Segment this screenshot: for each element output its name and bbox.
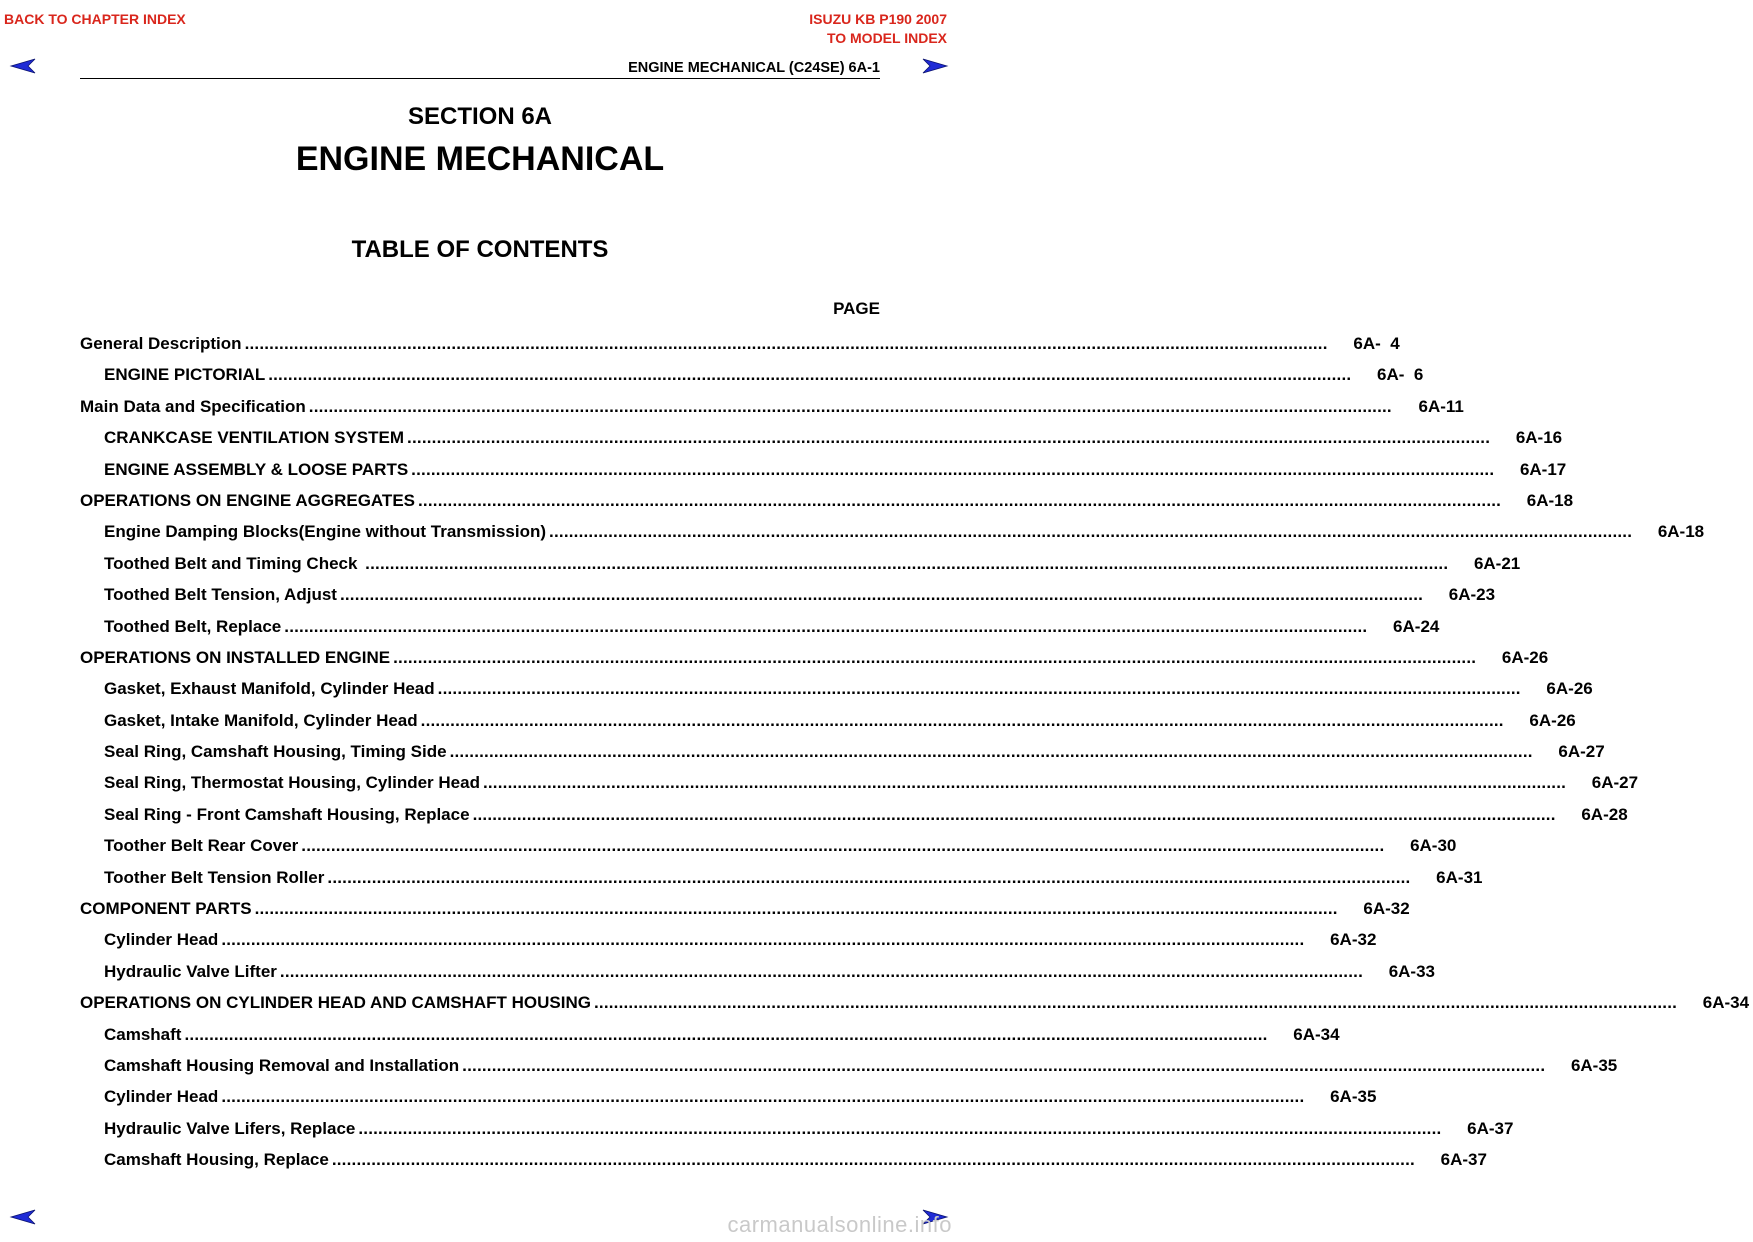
toc-entry-page: 6A-24 bbox=[1393, 616, 1440, 636]
page-column-label: PAGE bbox=[833, 299, 880, 318]
toc-entry-title: COMPONENT PARTS bbox=[80, 899, 252, 919]
toc-entry-page: 6A-28 bbox=[1581, 804, 1628, 824]
toc-entry[interactable] bbox=[80, 1144, 1487, 1175]
toc-dot-leader: ............................................................................................................................................................................................................................ bbox=[420, 710, 1504, 730]
watermark: carmanualsonline.info bbox=[727, 1212, 952, 1237]
toc-entry-title: OPERATIONS ON CYLINDER HEAD AND CAMSHAFT HOUSING bbox=[80, 993, 591, 1013]
left-arrow-icon bbox=[10, 57, 36, 75]
toc-heading: TABLE OF CONTENTS bbox=[351, 236, 609, 263]
toc-entry-title: Engine Damping Blocks(Engine without Transmission) bbox=[104, 522, 547, 542]
toc-entry[interactable] bbox=[80, 956, 1435, 987]
to-model-index-link[interactable]: TO MODEL INDEX bbox=[826, 30, 947, 46]
toc-dot-leader: ............................................................................................................................................................................................................................ bbox=[437, 679, 1521, 699]
next-page-button[interactable] bbox=[922, 57, 948, 75]
toc-entry-page: 6A-34 bbox=[1702, 993, 1750, 1013]
toc-entry-title: Gasket, Exhaust Manifold, Cylinder Head bbox=[104, 679, 435, 699]
toc-dot-leader: ............................................................................................................................................................................................................................ bbox=[339, 585, 1424, 605]
back-to-chapter-index-link[interactable]: BACK TO CHAPTER INDEX bbox=[4, 11, 186, 27]
section-title: ENGINE MECHANICAL bbox=[295, 140, 665, 178]
toc-entry[interactable] bbox=[80, 1050, 1618, 1081]
toc-entry-page: 6A-16 bbox=[1515, 428, 1563, 448]
toc-entry-title: Seal Ring - Front Camshaft Housing, Replace bbox=[104, 804, 470, 824]
toc-entry-title: Main Data and Specification bbox=[80, 396, 306, 416]
toc-entry[interactable] bbox=[80, 454, 1567, 485]
toc-dot-leader: ............................................................................................................................................................................................................................ bbox=[268, 365, 1352, 385]
toc-dot-leader: ............................................................................................................................................................................................................................ bbox=[418, 490, 1502, 510]
toc-entry[interactable] bbox=[80, 328, 1400, 359]
toc-entry[interactable] bbox=[80, 422, 1563, 453]
toc-entry[interactable] bbox=[80, 611, 1440, 642]
toc-entry[interactable] bbox=[80, 1019, 1340, 1050]
toc-entry-page: 6A-11 bbox=[1418, 396, 1464, 416]
toc-entry-title: Cylinder Head bbox=[104, 1087, 219, 1107]
toc-entry[interactable] bbox=[80, 767, 1639, 798]
toc-entry[interactable] bbox=[80, 893, 1410, 924]
toc-entry[interactable] bbox=[80, 548, 1521, 579]
right-arrow-icon bbox=[922, 57, 948, 75]
toc-entry-title: Hydraulic Valve Lifers, Replace bbox=[104, 1118, 356, 1138]
toc-dot-leader: ............................................................................................................................................................................................................................ bbox=[549, 522, 1633, 542]
toc-dot-leader: ............................................................................................................................................................................................................................ bbox=[449, 742, 1533, 762]
toc-entry-title: Seal Ring, Thermostat Housing, Cylinder Head bbox=[104, 773, 480, 793]
previous-page-button[interactable] bbox=[10, 57, 36, 75]
toc-entry-title: Hydraulic Valve Lifter bbox=[104, 961, 277, 981]
toc-dot-leader: ............................................................................................................................................................................................................................ bbox=[331, 1150, 1415, 1170]
toc-entry-page: 6A-23 bbox=[1448, 585, 1496, 605]
toc-entry[interactable] bbox=[80, 579, 1496, 610]
toc-entry[interactable] bbox=[80, 516, 1705, 547]
toc-dot-leader: ............................................................................................................................................................................................................................ bbox=[411, 459, 1495, 479]
toc-entry-page: 6A-35 bbox=[1330, 1087, 1377, 1107]
toc-dot-leader: ............................................................................................................................................................................................................................ bbox=[393, 647, 1477, 667]
toc-entry-title: Toother Belt Tension Roller bbox=[104, 867, 325, 887]
toc-entry-page: 6A-27 bbox=[1591, 773, 1639, 793]
toc-entry[interactable] bbox=[80, 924, 1377, 955]
toc-dot-leader: ............................................................................................................................................................................................................................ bbox=[301, 836, 1385, 856]
toc-entry[interactable] bbox=[80, 987, 1750, 1018]
toc-dot-leader: ............................................................................................................................................................................................................................ bbox=[308, 396, 1392, 416]
toc-entry-page: 6A-34 bbox=[1293, 1024, 1340, 1044]
left-arrow-icon bbox=[10, 1208, 36, 1226]
toc-entry[interactable] bbox=[80, 799, 1628, 830]
toc-entry[interactable] bbox=[80, 705, 1576, 736]
toc-entry-page: 6A- 4 bbox=[1353, 334, 1400, 353]
toc-entry-title: Camshaft bbox=[104, 1024, 182, 1044]
toc-entry[interactable] bbox=[80, 1081, 1377, 1112]
toc-dot-leader: ............................................................................................................................................................................................................................ bbox=[358, 1118, 1442, 1138]
toc-dot-leader: ............................................................................................................................................................................................................................ bbox=[482, 773, 1567, 793]
toc-entry[interactable] bbox=[80, 862, 1483, 893]
toc-entry-page: 6A-30 bbox=[1410, 836, 1457, 856]
toc-dot-leader: ............................................................................................................................................................................................................................ bbox=[244, 334, 1328, 353]
section-label: SECTION 6A bbox=[407, 103, 553, 130]
toc-dot-leader: ............................................................................................................................................................................................................................ bbox=[184, 1024, 1268, 1044]
toc-entry-title: Gasket, Intake Manifold, Cylinder Head bbox=[104, 710, 418, 730]
toc-entry-title: Seal Ring, Camshaft Housing, Timing Side bbox=[104, 742, 447, 762]
running-header: ENGINE MECHANICAL (C24SE) 6A-1 bbox=[628, 60, 880, 76]
toc-entry-title: Toother Belt Rear Cover bbox=[104, 836, 299, 856]
toc-entry[interactable] bbox=[80, 359, 1424, 390]
toc-entry-title: Camshaft Housing, Replace bbox=[104, 1150, 329, 1170]
toc-dot-leader: ............................................................................................................................................................................................................................ bbox=[221, 1087, 1305, 1107]
toc-entry-title: CRANKCASE VENTILATION SYSTEM bbox=[104, 428, 405, 448]
toc-entry-page: 6A-21 bbox=[1473, 553, 1521, 573]
toc-entry[interactable] bbox=[80, 673, 1593, 704]
toc-entry-title: Toothed Belt Tension, Adjust bbox=[104, 585, 337, 605]
toc-entry-page: 6A-33 bbox=[1388, 961, 1435, 981]
toc-entry-title: ENGINE PICTORIAL bbox=[104, 365, 266, 385]
toc-entry[interactable] bbox=[80, 485, 1574, 516]
toc-entry-page: 6A- 6 bbox=[1377, 365, 1424, 385]
toc-entry-page: 6A-31 bbox=[1436, 867, 1483, 887]
toc-entry-page: 6A-35 bbox=[1570, 1055, 1618, 1075]
toc-entry[interactable] bbox=[80, 736, 1605, 767]
toc-entry-page: 6A-27 bbox=[1558, 742, 1605, 762]
table-of-contents bbox=[80, 328, 1750, 1176]
toc-entry-page: 6A-26 bbox=[1501, 647, 1549, 667]
toc-entry-page: 6A-26 bbox=[1546, 679, 1593, 699]
toc-entry-page: 6A-26 bbox=[1529, 710, 1576, 730]
toc-dot-leader: ............................................................................................................................................................................................................................ bbox=[221, 930, 1305, 950]
toc-entry-page: 6A-32 bbox=[1330, 930, 1377, 950]
toc-entry-title: General Description bbox=[80, 334, 242, 353]
toc-entry-title: Camshaft Housing Removal and Installation bbox=[104, 1055, 460, 1075]
toc-entry[interactable] bbox=[80, 642, 1549, 673]
model-title-link[interactable]: ISUZU KB P190 2007 bbox=[809, 11, 947, 27]
toc-entry-title: Cylinder Head bbox=[104, 930, 219, 950]
toc-entry[interactable] bbox=[80, 830, 1457, 861]
toc-entry-page: 6A-18 bbox=[1526, 490, 1574, 510]
toc-entry-title: Toothed Belt, Replace bbox=[104, 616, 282, 636]
toc-dot-leader: ............................................................................................................................................................................................................................ bbox=[279, 961, 1363, 981]
header-rule bbox=[80, 78, 880, 79]
toc-dot-leader: ............................................................................................................................................................................................................................ bbox=[407, 428, 1491, 448]
toc-entry-title: OPERATIONS ON ENGINE AGGREGATES bbox=[80, 490, 415, 510]
toc-dot-leader: ............................................................................................................................................................................................................................ bbox=[327, 867, 1411, 887]
toc-entry[interactable] bbox=[80, 1113, 1514, 1144]
toc-entry-page: 6A-32 bbox=[1363, 899, 1410, 919]
toc-entry-page: 6A-37 bbox=[1467, 1118, 1514, 1138]
toc-dot-leader: ............................................................................................................................................................................................................................ bbox=[365, 553, 1449, 573]
toc-dot-leader: ............................................................................................................................................................................................................................ bbox=[593, 993, 1678, 1013]
toc-entry-page: 6A-18 bbox=[1657, 522, 1705, 542]
toc-dot-leader: ............................................................................................................................................................................................................................ bbox=[254, 899, 1338, 919]
toc-entry[interactable] bbox=[80, 391, 1464, 422]
toc-entry-title: Toothed Belt and Timing Check bbox=[104, 553, 363, 573]
toc-entry-page: 6A-37 bbox=[1440, 1150, 1487, 1170]
toc-dot-leader: ............................................................................................................................................................................................................................ bbox=[284, 616, 1368, 636]
toc-entry-title: OPERATIONS ON INSTALLED ENGINE bbox=[80, 647, 391, 667]
toc-entry-title: ENGINE ASSEMBLY & LOOSE PARTS bbox=[104, 459, 409, 479]
toc-entry-page: 6A-17 bbox=[1519, 459, 1567, 479]
toc-dot-leader: ............................................................................................................................................................................................................................ bbox=[472, 804, 1556, 824]
toc-dot-leader: ............................................................................................................................................................................................................................ bbox=[462, 1055, 1546, 1075]
previous-page-button-bottom[interactable] bbox=[10, 1208, 36, 1226]
